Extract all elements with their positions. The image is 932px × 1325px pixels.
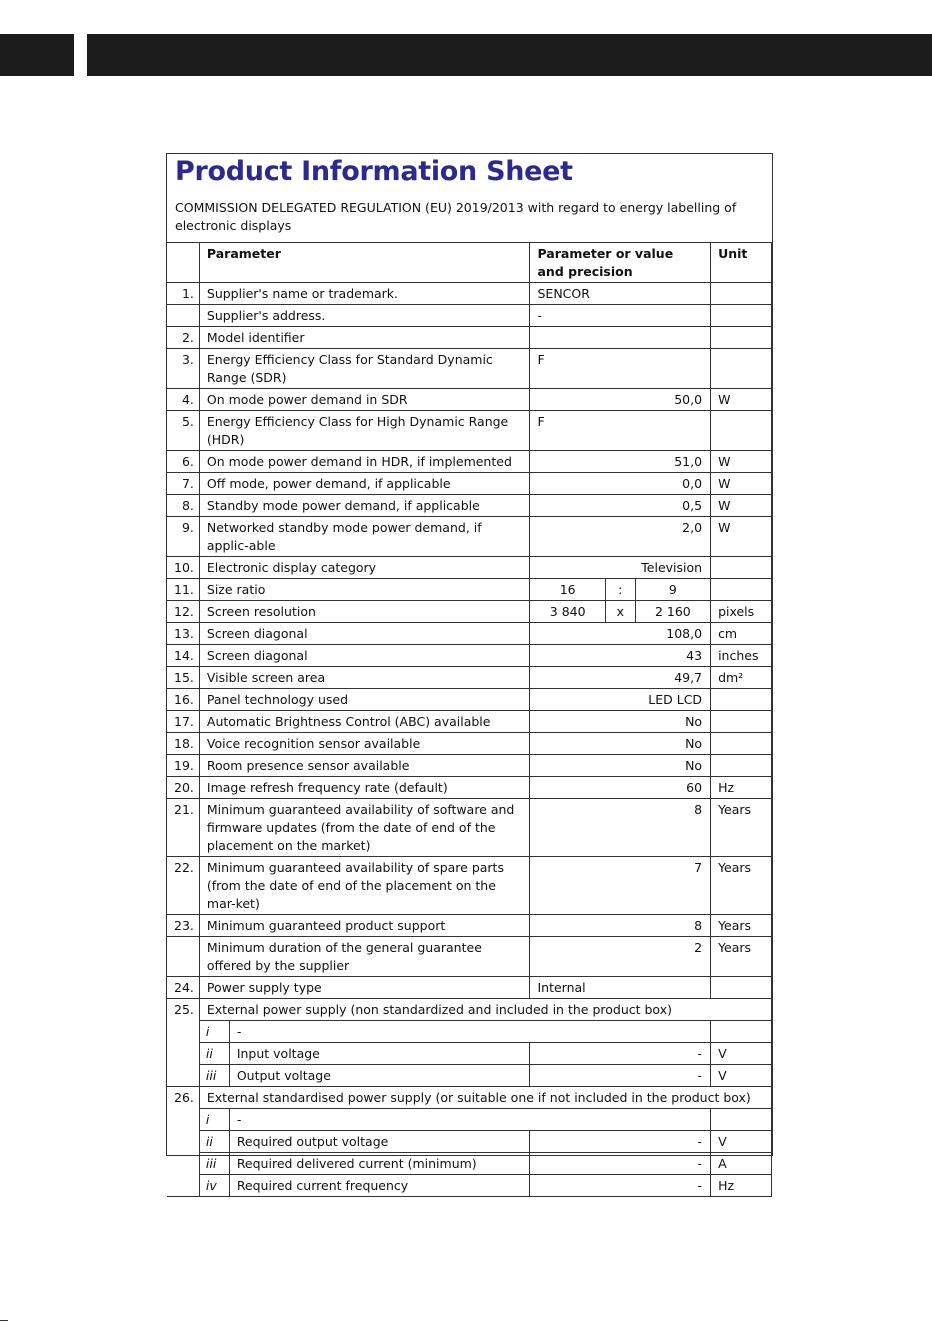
row-number: 16. (167, 689, 199, 711)
row-unit: W (711, 451, 772, 473)
row-value-b: 2 160 (635, 601, 710, 623)
row-number: 6. (167, 451, 199, 473)
table-row (167, 305, 772, 327)
table-row (167, 977, 772, 999)
row-parameter: Energy Efficiency Class for High Dynamic Range (HDR) (199, 411, 530, 451)
table-row (167, 937, 772, 977)
row-number: 13. (167, 623, 199, 645)
subrow-roman: iv (199, 1175, 229, 1197)
row-parameter: On mode power demand in SDR (199, 389, 530, 411)
row-value: F (530, 349, 711, 389)
parameter-table-body (167, 243, 772, 1197)
row-value: No (530, 711, 711, 733)
table-row (167, 349, 772, 389)
table-row (167, 1087, 772, 1109)
subrow-unit: V (711, 1131, 772, 1153)
subrow-roman: ii (199, 1043, 229, 1065)
table-row (167, 557, 772, 579)
subrow-unit: Hz (711, 1175, 772, 1197)
row-number: 9. (167, 517, 199, 557)
row-number: 14. (167, 645, 199, 667)
row-number: 17. (167, 711, 199, 733)
subrow-roman: iii (199, 1153, 229, 1175)
row-parameter: Minimum guaranteed availability of spare parts (from the date of end of the placement on the mar-ket) (199, 857, 530, 915)
row-value: 108,0 (530, 623, 711, 645)
subrow-unit (711, 1109, 772, 1131)
row-unit (711, 283, 772, 305)
row-unit: Years (711, 937, 772, 977)
row-unit (711, 977, 772, 999)
row-value: 49,7 (530, 667, 711, 689)
row-value-separator: x (605, 601, 635, 623)
subrow-label: - (229, 1021, 710, 1043)
row-number: 8. (167, 495, 199, 517)
row-number: 12. (167, 601, 199, 623)
row-number: 24. (167, 977, 199, 999)
subrow-label: Required current frequency (229, 1175, 530, 1197)
table-subrow (167, 1153, 772, 1175)
row-unit: W (711, 389, 772, 411)
product-information-sheet (166, 153, 773, 1193)
row-unit: pixels (711, 601, 772, 623)
row-number-blank (167, 1065, 199, 1087)
table-subrow (167, 1021, 772, 1043)
row-value: 43 (530, 645, 711, 667)
table-row (167, 601, 772, 623)
row-number: 19. (167, 755, 199, 777)
sheet-title: Product Information Sheet (175, 156, 573, 187)
table-row (167, 327, 772, 349)
subrow-unit: V (711, 1043, 772, 1065)
row-unit (711, 305, 772, 327)
table-row (167, 451, 772, 473)
row-unit (711, 327, 772, 349)
table-row (167, 857, 772, 915)
row-parameter: Minimum guaranteed product support (199, 915, 530, 937)
row-value: LED LCD (530, 689, 711, 711)
row-number: 5. (167, 411, 199, 451)
row-number: 15. (167, 667, 199, 689)
table-subrow (167, 1043, 772, 1065)
row-parameter: Supplier's address. (199, 305, 530, 327)
row-parameter: Standby mode power demand, if applicable (199, 495, 530, 517)
table-row (167, 623, 772, 645)
sheet-subtitle: COMMISSION DELEGATED REGULATION (EU) 2019/2013 with regard to energy labelling of electronic displays (175, 200, 737, 233)
row-parameter: External power supply (non standardized and included in the product box) (199, 999, 771, 1021)
row-unit: Years (711, 799, 772, 857)
row-number-blank (167, 1153, 199, 1175)
row-number: 23. (167, 915, 199, 937)
row-value: No (530, 733, 711, 755)
row-value: 8 (530, 915, 711, 937)
row-parameter: Screen resolution (199, 601, 530, 623)
row-parameter: Voice recognition sensor available (199, 733, 530, 755)
row-parameter: Networked standby mode power demand, if applic-able (199, 517, 530, 557)
table-subrow (167, 1175, 772, 1197)
subrow-unit (711, 1021, 772, 1043)
subrow-unit: A (711, 1153, 772, 1175)
row-parameter: Off mode, power demand, if applicable (199, 473, 530, 495)
row-number-blank (167, 1021, 199, 1043)
row-value-a: 3 840 (530, 601, 605, 623)
row-parameter: Automatic Brightness Control (ABC) available (199, 711, 530, 733)
row-unit: W (711, 517, 772, 557)
subrow-roman: i (199, 1021, 229, 1043)
row-value: SENCOR (530, 283, 711, 305)
subrow-roman: iii (199, 1065, 229, 1087)
row-parameter: Panel technology used (199, 689, 530, 711)
table-row (167, 495, 772, 517)
table-row (167, 915, 772, 937)
table-header-row (167, 243, 772, 283)
table-row (167, 411, 772, 451)
table-row (167, 473, 772, 495)
table-row (167, 579, 772, 601)
corner-mark (0, 1320, 8, 1321)
row-unit (711, 411, 772, 451)
row-parameter: Visible screen area (199, 667, 530, 689)
row-value: 60 (530, 777, 711, 799)
row-number-blank (167, 1043, 199, 1065)
subrow-label: - (229, 1109, 710, 1131)
row-parameter: On mode power demand in HDR, if implemented (199, 451, 530, 473)
row-parameter: Size ratio (199, 579, 530, 601)
header-value: Parameter or value and precision (530, 243, 711, 283)
row-unit: inches (711, 645, 772, 667)
row-number: 21. (167, 799, 199, 857)
row-unit: W (711, 495, 772, 517)
subrow-value: - (530, 1131, 711, 1153)
row-value: 7 (530, 857, 711, 915)
header-bar-left (0, 34, 74, 76)
row-value: Internal (530, 977, 711, 999)
row-value: 2 (530, 937, 711, 977)
row-number: 7. (167, 473, 199, 495)
row-unit (711, 557, 772, 579)
table-row (167, 999, 772, 1021)
row-value: F (530, 411, 711, 451)
table-row (167, 517, 772, 557)
table-row (167, 283, 772, 305)
subrow-roman: i (199, 1109, 229, 1131)
row-parameter: Model identifier (199, 327, 530, 349)
row-parameter: Supplier's name or trademark. (199, 283, 530, 305)
row-unit: cm (711, 623, 772, 645)
row-value: 0,5 (530, 495, 711, 517)
row-unit (711, 755, 772, 777)
subrow-label: Required output voltage (229, 1131, 530, 1153)
row-parameter: Minimum duration of the general guarantee offered by the supplier (199, 937, 530, 977)
row-parameter: Electronic display category (199, 557, 530, 579)
row-value: 0,0 (530, 473, 711, 495)
row-number: 3. (167, 349, 199, 389)
header-unit: Unit (711, 243, 772, 283)
row-value: 8 (530, 799, 711, 857)
subrow-label: Input voltage (229, 1043, 530, 1065)
row-unit (711, 579, 772, 601)
row-value: 51,0 (530, 451, 711, 473)
subrow-value: - (530, 1153, 711, 1175)
header-parameter: Parameter (199, 243, 530, 283)
row-number: 11. (167, 579, 199, 601)
row-number: 22. (167, 857, 199, 915)
row-parameter: Screen diagonal (199, 623, 530, 645)
row-number (167, 937, 199, 977)
row-value: Television (530, 557, 711, 579)
header-num (167, 243, 199, 283)
row-unit (711, 733, 772, 755)
table-row (167, 777, 772, 799)
sheet-header (167, 154, 772, 243)
row-unit: dm² (711, 667, 772, 689)
row-number: 2. (167, 327, 199, 349)
row-value: 2,0 (530, 517, 711, 557)
row-number: 26. (167, 1087, 199, 1109)
row-unit: Years (711, 915, 772, 937)
row-parameter: Screen diagonal (199, 645, 530, 667)
row-unit: Hz (711, 777, 772, 799)
row-parameter: Power supply type (199, 977, 530, 999)
row-value: 50,0 (530, 389, 711, 411)
parameter-table (167, 242, 772, 1197)
table-subrow (167, 1065, 772, 1087)
row-number: 1. (167, 283, 199, 305)
row-number-blank (167, 1175, 199, 1197)
row-value (530, 327, 711, 349)
row-unit: W (711, 473, 772, 495)
table-row (167, 799, 772, 857)
row-value: No (530, 755, 711, 777)
row-value-b: 9 (635, 579, 710, 601)
row-parameter: Room presence sensor available (199, 755, 530, 777)
row-parameter: Energy Efficiency Class for Standard Dynamic Range (SDR) (199, 349, 530, 389)
table-row (167, 389, 772, 411)
row-number: 4. (167, 389, 199, 411)
row-parameter: External standardised power supply (or suitable one if not included in the product box) (199, 1087, 771, 1109)
table-row (167, 689, 772, 711)
header-bar-right (87, 34, 932, 76)
row-number: 20. (167, 777, 199, 799)
row-value-separator: : (605, 579, 635, 601)
table-subrow (167, 1109, 772, 1131)
table-row (167, 711, 772, 733)
row-unit (711, 689, 772, 711)
row-parameter: Image refresh frequency rate (default) (199, 777, 530, 799)
row-number: 10. (167, 557, 199, 579)
subrow-unit: V (711, 1065, 772, 1087)
subrow-value: - (530, 1065, 711, 1087)
subrow-value: - (530, 1175, 711, 1197)
table-subrow (167, 1131, 772, 1153)
subrow-label: Required delivered current (minimum) (229, 1153, 530, 1175)
row-number: 25. (167, 999, 199, 1021)
table-row (167, 733, 772, 755)
row-unit (711, 349, 772, 389)
row-number: 18. (167, 733, 199, 755)
row-parameter: Minimum guaranteed availability of software and firmware updates (from the date of end of the placement on the market) (199, 799, 530, 857)
table-row (167, 755, 772, 777)
subrow-value: - (530, 1043, 711, 1065)
row-number (167, 305, 199, 327)
table-row (167, 667, 772, 689)
row-number-blank (167, 1109, 199, 1131)
table-row (167, 645, 772, 667)
row-value: - (530, 305, 711, 327)
subrow-roman: ii (199, 1131, 229, 1153)
row-number-blank (167, 1131, 199, 1153)
row-unit (711, 711, 772, 733)
subrow-label: Output voltage (229, 1065, 530, 1087)
row-unit: Years (711, 857, 772, 915)
row-value-a: 16 (530, 579, 605, 601)
